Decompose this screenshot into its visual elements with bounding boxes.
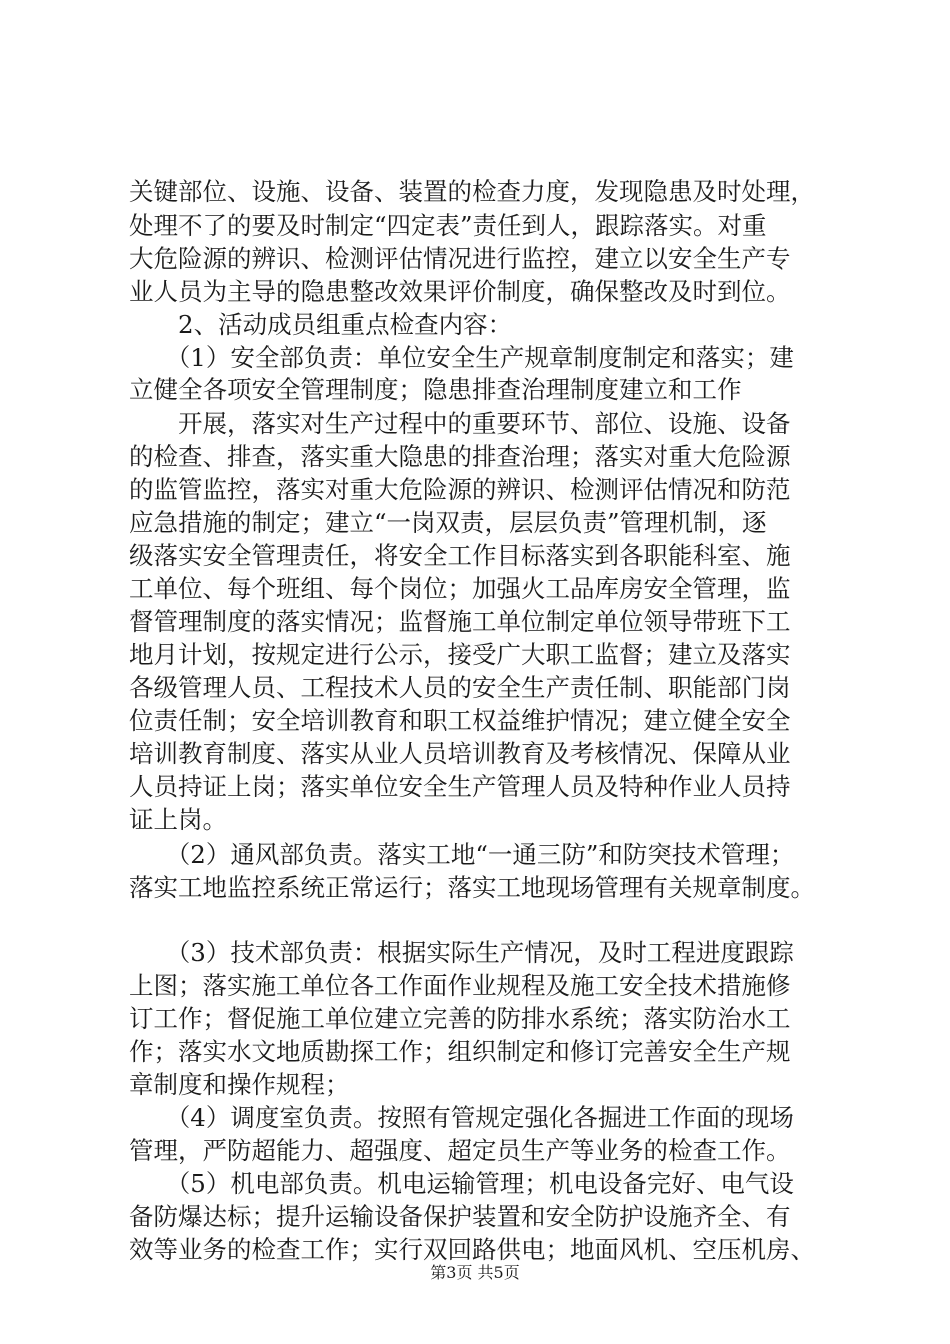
text-line: 证上岗。 [129, 805, 227, 834]
text-line: 2、活动成员组重点检查内容： [129, 310, 513, 339]
text-line: 管理，严防超能力、超强度、超定员生产等业务的检查工作。 [129, 1136, 791, 1165]
text-line: 效等业务的检查工作；实行双回路供电；地面风机、空压机房、 [129, 1235, 815, 1264]
text-line: 处理不了的要及时制定“四定表”责任到人，跟踪落实。对重 [129, 211, 767, 240]
text-line: 各级管理人员、工程技术人员的安全生产责任制、职能部门岗 [129, 673, 791, 702]
text-line: （5）机电部负责。机电运输管理；机电设备完好、电气设 [129, 1169, 794, 1198]
text-line: 级落实安全管理责任，将安全工作目标落实到各职能科室、施 [129, 541, 791, 570]
text-line: 督管理制度的落实情况；监督施工单位制定单位领导带班下工 [129, 607, 791, 636]
text-line: 应急措施的制定；建立“一岗双责，层层负责”管理机制，逐 [129, 508, 767, 537]
text-line: 开展，落实对生产过程中的重要环节、部位、设施、设备 [129, 409, 791, 438]
text-line: （1）安全部负责：单位安全生产规章制度制定和落实；建 [129, 343, 794, 372]
text-line: 大危险源的辨识、检测评估情况进行监控，建立以安全生产专 [129, 244, 791, 273]
text-line: 章制度和操作规程； [129, 1070, 350, 1099]
text-line: 业人员为主导的隐患整改效果评价制度，确保整改及时到位。 [129, 277, 791, 306]
text-line: 地月计划，按规定进行公示，接受广大职工监督；建立及落实 [129, 640, 791, 669]
text-line: 上图；落实施工单位各工作面作业规程及施工安全技术措施修 [129, 971, 791, 1000]
text-line: 的检查、排查，落实重大隐患的排查治理；落实对重大危险源 [129, 442, 791, 471]
text-line: 立健全各项安全管理制度；隐患排查治理制度建立和工作 [129, 375, 742, 404]
text-line: （2）通风部负责。落实工地“一通三防”和防突技术管理； [129, 840, 795, 869]
text-line: 备防爆达标；提升运输设备保护装置和安全防护设施齐全、有 [129, 1202, 791, 1231]
text-line: （3）技术部负责：根据实际生产情况，及时工程进度跟踪 [129, 938, 794, 967]
text-line: 位责任制；安全培训教育和职工权益维护情况；建立健全安全 [129, 706, 791, 735]
text-line: 订工作；督促施工单位建立完善的防排水系统；落实防治水工 [129, 1004, 791, 1033]
page-footer: 第3页 共5页 [430, 1263, 520, 1282]
text-line: 培训教育制度、落实从业人员培训教育及考核情况、保障从业 [129, 739, 791, 768]
text-line: 工单位、每个班组、每个岗位；加强火工品库房安全管理，监 [129, 574, 791, 603]
text-line: 人员持证上岗；落实单位安全生产管理人员及特种作业人员持 [129, 772, 791, 801]
text-line: 作；落实水文地质勘探工作；组织制定和修订完善安全生产规 [129, 1037, 791, 1066]
text-line: （4）调度室负责。按照有管规定强化各掘进工作面的现场 [129, 1103, 794, 1132]
text-line: 关键部位、设施、设备、装置的检查力度，发现隐患及时处理， [129, 177, 815, 206]
text-line: 落实工地监控系统正常运行；落实工地现场管理有关规章制度。 [129, 873, 815, 902]
text-line: 的监管监控，落实对重大危险源的辨识、检测评估情况和防范 [129, 475, 791, 504]
